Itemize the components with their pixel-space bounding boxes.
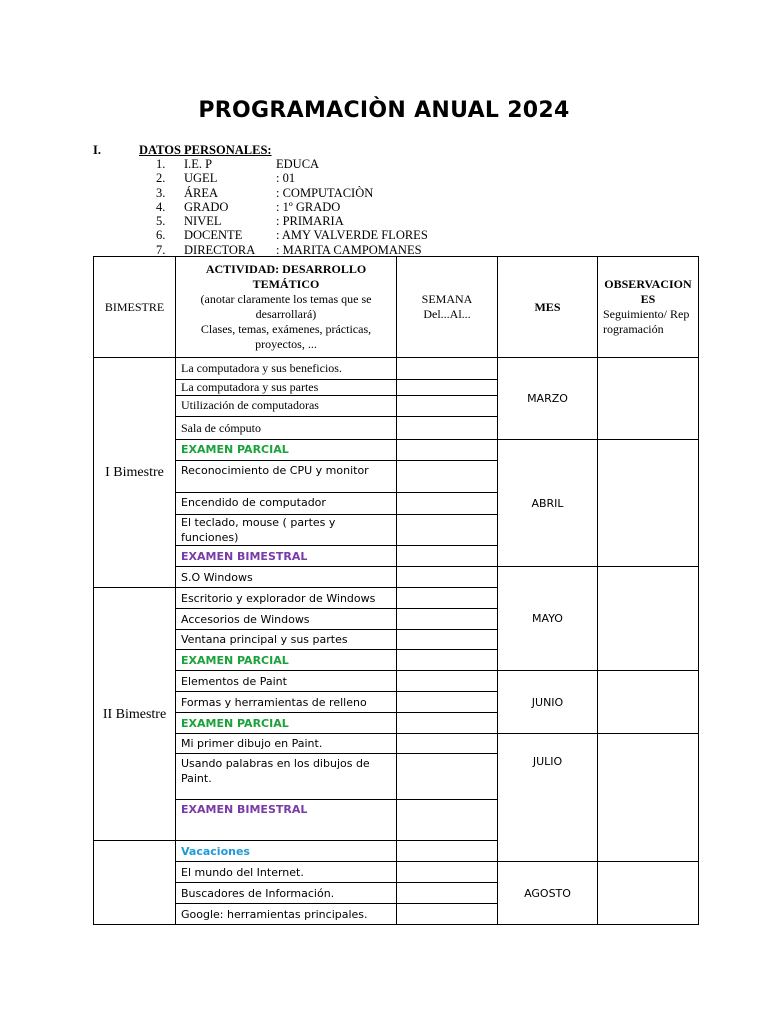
activity-cell: Google: herramientas principales.: [176, 904, 397, 925]
header-actividad-examples: Clases, temas, exámenes, prácticas, proyectos, ...: [200, 322, 372, 351]
item-value: : AMY VALVERDE FLORES: [276, 228, 428, 243]
header-actividad: [176, 257, 397, 358]
obs-cell: [598, 671, 699, 734]
item-key: NIVEL: [184, 214, 222, 229]
activity-cell: Encendido de computador: [176, 493, 397, 515]
semana-cell: [397, 904, 498, 925]
activity-cell: Formas y herramientas de relleno: [176, 692, 397, 713]
activity-cell: Buscadores de Información.: [176, 883, 397, 904]
activity-cell: Usando palabras en los dibujos de Paint.: [176, 754, 397, 800]
item-key: DOCENTE: [184, 228, 243, 243]
item-value: EDUCA: [276, 157, 320, 171]
item-number: 7.: [156, 242, 166, 257]
header-obs-title: OBSERVACIONES: [604, 277, 692, 306]
table-row: [94, 671, 699, 692]
header-semana: [397, 257, 498, 358]
header-obs-sub: Seguimiento/ Reprogramación: [603, 307, 690, 336]
semana-cell: [397, 440, 498, 461]
activity-cell: El teclado, mouse ( partes y funciones): [176, 515, 397, 546]
obs-cell: [598, 567, 699, 671]
activity-cell: Sala de cómputo: [176, 417, 397, 440]
semana-cell: [397, 713, 498, 734]
activity-cell: Reconocimiento de CPU y monitor: [176, 461, 397, 493]
semana-cell: [397, 515, 498, 546]
activity-cell: Mi primer dibujo en Paint.: [176, 734, 397, 754]
activity-cell: S.O Windows: [176, 567, 397, 588]
table-row: [94, 440, 699, 461]
semana-cell: [397, 754, 498, 800]
semana-cell: [397, 862, 498, 883]
item-number: 3.: [156, 185, 166, 200]
activity-cell: La computadora y sus partes: [176, 380, 397, 396]
header-observaciones: [598, 257, 699, 358]
activity-cell: Ventana principal y sus partes: [176, 630, 397, 650]
activity-cell: Accesorios de Windows: [176, 609, 397, 630]
activity-cell: EXAMEN BIMESTRAL: [176, 546, 397, 567]
section-number: I.: [93, 143, 101, 157]
semana-cell: [397, 567, 498, 588]
semana-cell: [397, 650, 498, 671]
item-key: ÁREA: [184, 185, 219, 200]
obs-cell: [598, 862, 699, 925]
item-key: DIRECTORA: [184, 242, 256, 257]
activity-cell: EXAMEN PARCIAL: [176, 440, 397, 461]
activity-cell: La computadora y sus beneficios.: [176, 358, 397, 380]
header-mes: MES: [498, 257, 598, 358]
mes-cell: MARZO: [498, 358, 598, 440]
semana-cell: [397, 800, 498, 841]
mes-cell: ABRIL: [498, 440, 598, 567]
obs-cell: [598, 358, 699, 440]
table-row: [94, 567, 699, 588]
obs-cell: [598, 734, 699, 862]
header-semana-label: SEMANA: [421, 292, 473, 306]
semana-cell: [397, 588, 498, 609]
semana-cell: [397, 396, 498, 417]
activity-cell: EXAMEN PARCIAL: [176, 713, 397, 734]
mes-cell: AGOSTO: [498, 862, 598, 925]
semana-cell: [397, 671, 498, 692]
item-key: GRADO: [184, 199, 229, 214]
semana-cell: [397, 417, 498, 440]
semana-cell: [397, 380, 498, 396]
item-value: : MARITA CAMPOMANES: [276, 242, 422, 257]
activity-cell: EXAMEN PARCIAL: [176, 650, 397, 671]
activity-cell: Escritorio y explorador de Windows: [176, 588, 397, 609]
semana-cell: [397, 841, 498, 862]
header-semana-range: Del...Al...: [423, 307, 471, 321]
semana-cell: [397, 734, 498, 754]
semana-cell: [397, 546, 498, 567]
activity-cell: EXAMEN BIMESTRAL: [176, 800, 397, 841]
mes-cell: MAYO: [498, 567, 598, 671]
bimestre-cell: I Bimestre: [94, 358, 176, 588]
item-value: : 01: [276, 171, 296, 186]
table-row: [94, 358, 699, 380]
semana-cell: [397, 630, 498, 650]
mes-cell: JULIO: [498, 734, 598, 862]
semana-cell: [397, 692, 498, 713]
activity-cell: Utilización de computadoras: [176, 396, 397, 417]
semana-cell: [397, 609, 498, 630]
table-row: [94, 734, 699, 754]
item-key: I.E. P: [184, 157, 213, 171]
item-number: 2.: [156, 171, 166, 186]
bimestre-cell-empty: [94, 841, 176, 925]
item-number: 4.: [156, 199, 166, 214]
programacion-table: [93, 256, 699, 925]
item-value: : PRIMARIA: [276, 214, 344, 229]
header-actividad-title: ACTIVIDAD: DESARROLLO TEMÁTICO: [205, 262, 367, 291]
semana-cell: [397, 493, 498, 515]
page-title: PROGRAMACIÒN ANUAL 2024: [198, 98, 570, 123]
activity-cell: El mundo del Internet.: [176, 862, 397, 883]
item-number: 6.: [156, 228, 166, 243]
activity-cell: Elementos de Paint: [176, 671, 397, 692]
item-key: UGEL: [184, 171, 218, 186]
semana-cell: [397, 883, 498, 904]
header-bimestre: BIMESTRE: [94, 257, 176, 358]
obs-cell: [598, 440, 699, 567]
item-number: 1.: [156, 157, 166, 171]
semana-cell: [397, 461, 498, 493]
item-value: : 1º GRADO: [276, 199, 341, 214]
header-actividad-note: (anotar claramente los temas que se desarrollará): [200, 292, 372, 321]
bimestre-cell: II Bimestre: [94, 588, 176, 841]
table-header-row: [94, 257, 699, 358]
activity-cell: Vacaciones: [176, 841, 397, 862]
mes-cell: JUNIO: [498, 671, 598, 734]
table-row: [94, 862, 699, 883]
semana-cell: [397, 358, 498, 380]
item-value: : COMPUTACIÒN: [276, 185, 374, 200]
section-title: DATOS PERSONALES:: [139, 143, 272, 157]
item-number: 5.: [156, 214, 166, 229]
